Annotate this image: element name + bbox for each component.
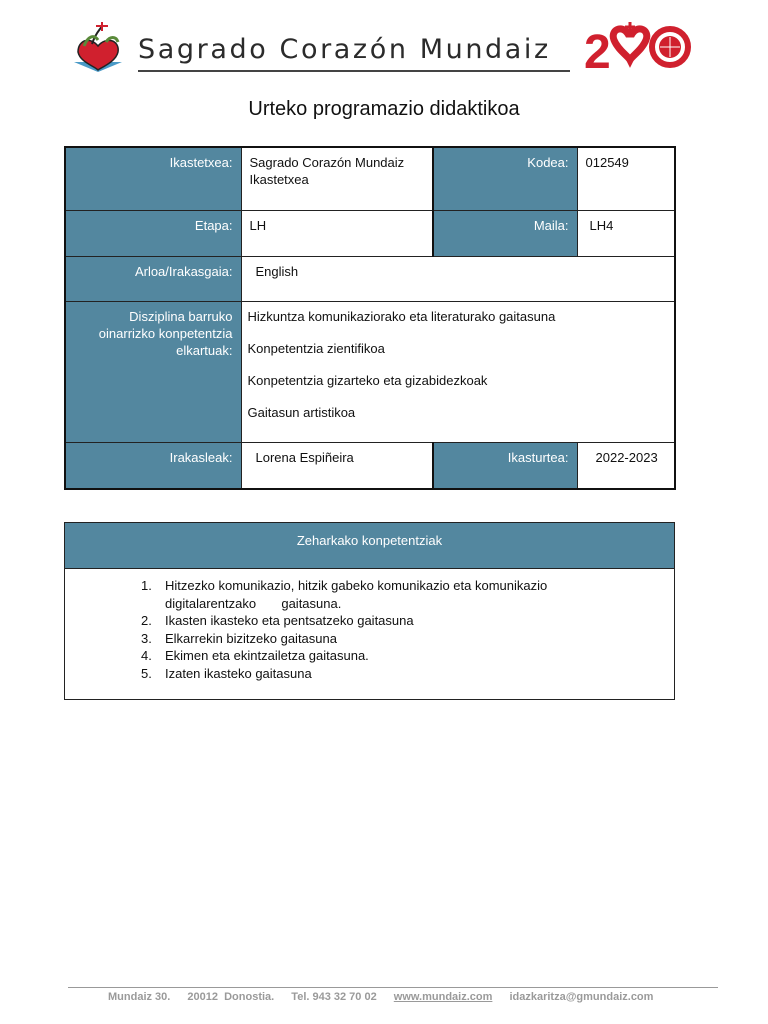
list-item: Gaitasun artistikoa <box>247 404 356 420</box>
disziplina-label <box>65 301 241 442</box>
list-item <box>141 630 674 648</box>
list-item-line: Ekimen eta ekintzailetza gaitasuna. <box>165 648 369 663</box>
table-row <box>65 301 675 442</box>
list-item: Konpetentzia zientifikoa <box>247 340 385 356</box>
table-row <box>65 442 675 489</box>
list-item-line: Elkarrekin bizitzeko gaitasuna <box>165 630 337 646</box>
kodea-label: Kodea: <box>433 147 577 210</box>
list-item-line: digitalarentzako gaitasuna. <box>165 595 342 611</box>
list-number: 3. <box>141 630 152 646</box>
maila-value: LH4 <box>577 210 675 256</box>
maila-label: Maila: <box>433 210 577 256</box>
irakasleak-label: Irakasleak: <box>65 442 241 489</box>
list-item <box>141 612 674 630</box>
transversal-list <box>65 569 674 682</box>
footer-postal: 20012 Donostia. <box>187 991 275 1003</box>
page-footer <box>108 991 667 1003</box>
anniversary-200-logo-icon <box>584 20 692 76</box>
transversal-competences-box <box>64 522 675 700</box>
sacred-heart-logo-icon <box>70 22 126 74</box>
disziplina-label-line3: elkartuak: <box>176 342 233 358</box>
list-number: 2. <box>141 613 152 628</box>
list-item: Konpetentzia gizarteko eta gizabidezkoak <box>247 372 488 388</box>
ikastetxea-value-line2: Ikastetxea <box>249 172 309 187</box>
footer-phone: Tel. 943 32 70 02 <box>291 991 377 1003</box>
disziplina-label-line2: oinarrizko konpetentzia <box>98 325 233 341</box>
transversal-heading: Zeharkako konpetentziak <box>65 523 674 569</box>
list-item <box>141 647 674 665</box>
header-rule <box>138 70 570 72</box>
ikastetxea-label: Ikastetxea: <box>65 147 241 210</box>
document-title: Urteko programazio didaktikoa <box>248 98 520 120</box>
table-row <box>65 256 675 301</box>
ikastetxea-value-line1: Sagrado Corazón Mundaiz <box>249 155 405 170</box>
page-header <box>70 18 700 80</box>
etapa-value: LH <box>241 210 433 256</box>
arloa-label: Arloa/Irakasgaia: <box>65 256 241 301</box>
list-number: 4. <box>141 648 152 663</box>
svg-text:2: 2 <box>584 26 611 76</box>
disziplina-label-line1: Disziplina barruko <box>129 308 233 324</box>
list-item-line: Hitzezko komunikazio, hitzik gabeko komunikazio eta komunikazio <box>165 578 548 593</box>
list-item-line: Izaten ikasteko gaitasuna <box>165 665 312 681</box>
list-item: Hizkuntza komunikaziorako eta literaturako gaitasuna <box>247 308 556 324</box>
etapa-label: Etapa: <box>65 210 241 256</box>
info-table <box>64 146 676 490</box>
irakasleak-value: Lorena Espiñeira <box>241 442 433 489</box>
footer-email[interactable]: idazkaritza@gmundaiz.com <box>509 991 654 1003</box>
list-item <box>141 665 674 683</box>
table-row <box>65 210 675 256</box>
list-item <box>141 577 674 612</box>
ikasturtea-label: Ikasturtea: <box>433 442 577 489</box>
footer-address: Mundaiz 30. <box>108 991 171 1003</box>
list-number: 5. <box>141 665 152 681</box>
list-item-line: Ikasten ikasteko eta pentsatzeko gaitasuna <box>165 613 414 628</box>
competence-list <box>241 301 675 442</box>
footer-rule <box>68 987 718 988</box>
table-row <box>65 147 675 210</box>
school-name: Sagrado Corazón Mundaiz <box>138 34 551 65</box>
list-number: 1. <box>141 578 152 593</box>
kodea-value: 012549 <box>577 147 675 210</box>
ikasturtea-value: 2022-2023 <box>577 442 675 489</box>
footer-web-link[interactable]: www.mundaiz.com <box>393 991 493 1003</box>
ikastetxea-value <box>241 147 433 210</box>
arloa-value: English <box>241 256 675 301</box>
